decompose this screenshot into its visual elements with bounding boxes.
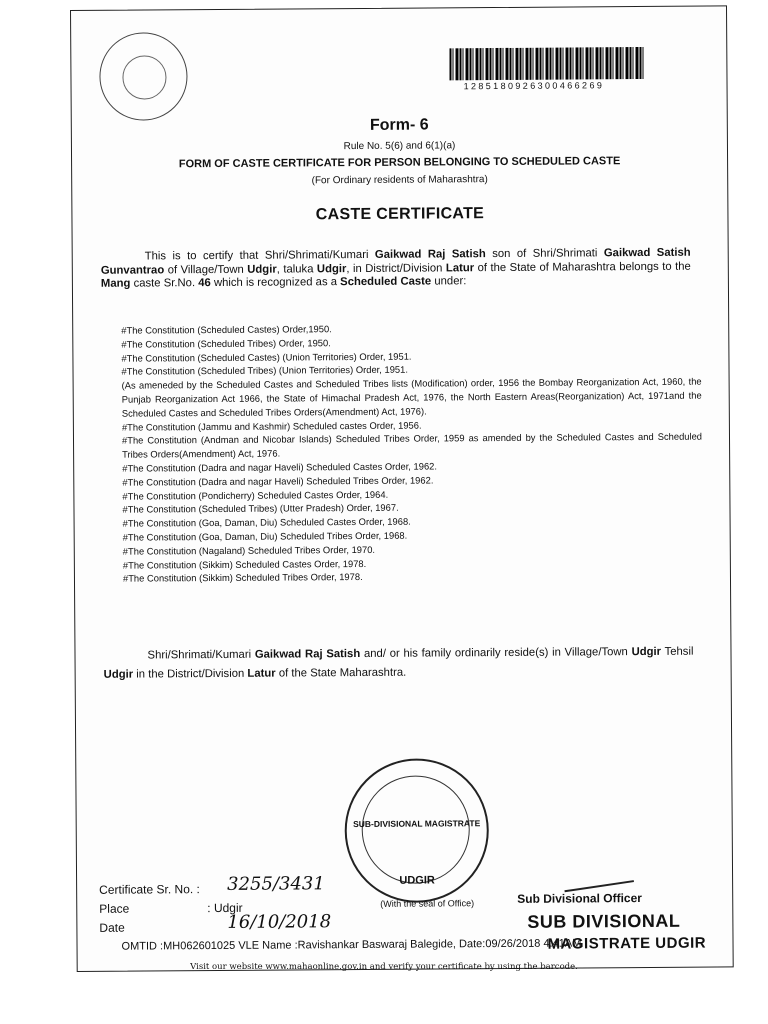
rule-text: Rule No. 5(6) and 6(1)(a) bbox=[343, 140, 456, 153]
father-name: Gaikwad Satish Gunvantrao bbox=[100, 246, 691, 277]
orders-list bbox=[121, 320, 703, 586]
form-caption: FORM OF CASTE CERTIFICATE FOR PERSON BELONGING TO SCHEDULED CASTE bbox=[178, 155, 621, 171]
office-seal bbox=[344, 758, 489, 903]
place-label: Place bbox=[99, 901, 130, 916]
list-item: #The Constitution (Pondicherry) Scheduled Castes Order, 1964. bbox=[122, 488, 389, 502]
form-title: Form- 6 bbox=[369, 116, 429, 134]
list-item: #The Constitution (Scheduled Castes) (Union Territories) Order, 1951. bbox=[121, 350, 412, 364]
list-item: #The Constitution (Scheduled Tribes) Order, 1950. bbox=[121, 336, 331, 350]
caste-name: Mang bbox=[100, 277, 131, 290]
residence-paragraph: Shri/Shrimati/Kumari Gaikwad Raj Satish and/ or his family ordinarily reside(s) in Village/Town Udgir Tehsil Udgir in the District/Division Latur of the State Maharashtra. bbox=[103, 645, 694, 681]
list-item: #The Constitution (Goa, Daman, Diu) Scheduled Castes Order, 1968. bbox=[122, 515, 411, 529]
category: Scheduled Caste bbox=[340, 275, 432, 289]
list-item: #The Constitution (Sikkim) Scheduled Castes Order, 1978. bbox=[122, 557, 367, 571]
list-item: #The Constitution (Scheduled Tribes) (Union Territories) Order, 1951. bbox=[121, 364, 408, 378]
cert-sr-label: Certificate Sr. No. : bbox=[99, 882, 200, 897]
date-label: Date bbox=[99, 920, 125, 935]
list-item: #The Constitution (Dadra and nagar Haveli) Scheduled Castes Order, 1962. bbox=[122, 460, 437, 474]
certificate-sheet bbox=[70, 5, 734, 972]
footer-note: Visit our website www.mahaonline.gov.in and verify your certificate by using the barcode. bbox=[190, 962, 578, 972]
barcode-number: 1285180926300466269 bbox=[463, 80, 605, 92]
certificate-title: CASTE CERTIFICATE bbox=[315, 205, 485, 224]
date-value: 16/10/2018 bbox=[227, 911, 332, 933]
person-name: Gaikwad Raj Satish bbox=[374, 248, 486, 261]
barcode bbox=[449, 47, 644, 80]
list-item: #The Constitution (Dadra and nagar Haveli) Scheduled Tribes Order, 1962. bbox=[122, 474, 434, 488]
seal-place: UDGIR bbox=[399, 874, 435, 887]
place-value: : Udgir bbox=[207, 900, 243, 916]
list-item: #The Constitution (Jammu and Kashmir) Scheduled castes Order, 1956. bbox=[121, 419, 422, 433]
amendment-note: (As ameneded by the Scheduled Castes and Scheduled Tribes lists (Modification) order, 1956 the Bombay Reorganization Act, 1960, the Punjab Reorganization Act 1966, the State of Himachal Pradesh Act, 1976, the North Eastern Areas(Reorganization) Act, 1971and the Scheduled Castes and Scheduled Tribes Orders(Amendment) Act, 1976). bbox=[121, 375, 702, 419]
sub-divisional-stamp: SUB DIVISIONAL bbox=[527, 910, 681, 932]
residents-note: (For Ordinary residents of Maharashtra) bbox=[311, 174, 488, 187]
signature bbox=[560, 850, 634, 892]
omtid-line: OMTID :MH062601025 VLE Name :Ravishankar Baswaraj Balegide, Date:09/26/2018 4:41AM bbox=[121, 937, 582, 953]
list-item: #The Constitution (Sikkim) Scheduled Tribes Order, 1978. bbox=[122, 571, 363, 584]
list-item: #The Constitution (Scheduled Tribes) (Utter Pradesh) Order, 1967. bbox=[122, 502, 399, 516]
seal-note: (With the seal of Office) bbox=[380, 898, 475, 909]
state-emblem-icon bbox=[99, 32, 188, 121]
cert-sr-value: 3255/3431 bbox=[227, 873, 325, 895]
certification-paragraph: This is to certify that Shri/Shrimati/Kumari Gaikwad Raj Satish son of Shri/Shrimati Gaikwad Satish Gunvantrao of Village/Town Udgir, taluka Udgir, in District/Division Latur of the State of Maharashtra belongs to the Mang caste Sr.No. 46 which is recognized as a Scheduled Caste under: bbox=[100, 246, 691, 290]
magistrate-stamp: MAGISTRATE UDGIR bbox=[547, 934, 707, 953]
seal-text: SUB-DIVISIONAL MAGISTRATE bbox=[353, 818, 481, 830]
list-item: #The Constitution (Goa, Daman, Diu) Scheduled Tribes Order, 1968. bbox=[122, 529, 408, 543]
list-item: #The Constitution (Scheduled Castes) Order,1950. bbox=[121, 323, 332, 336]
list-item: #The Constitution (Andman and Nicobar Islands) Scheduled Tribes Order, 1959 as amended by the Scheduled Castes and Scheduled Tribes Orders(Amendment) Act, 1976. bbox=[121, 430, 703, 460]
officer-title: Sub Divisional Officer bbox=[517, 891, 642, 906]
list-item: #The Constitution (Nagaland) Scheduled Tribes Order, 1970. bbox=[122, 543, 376, 557]
